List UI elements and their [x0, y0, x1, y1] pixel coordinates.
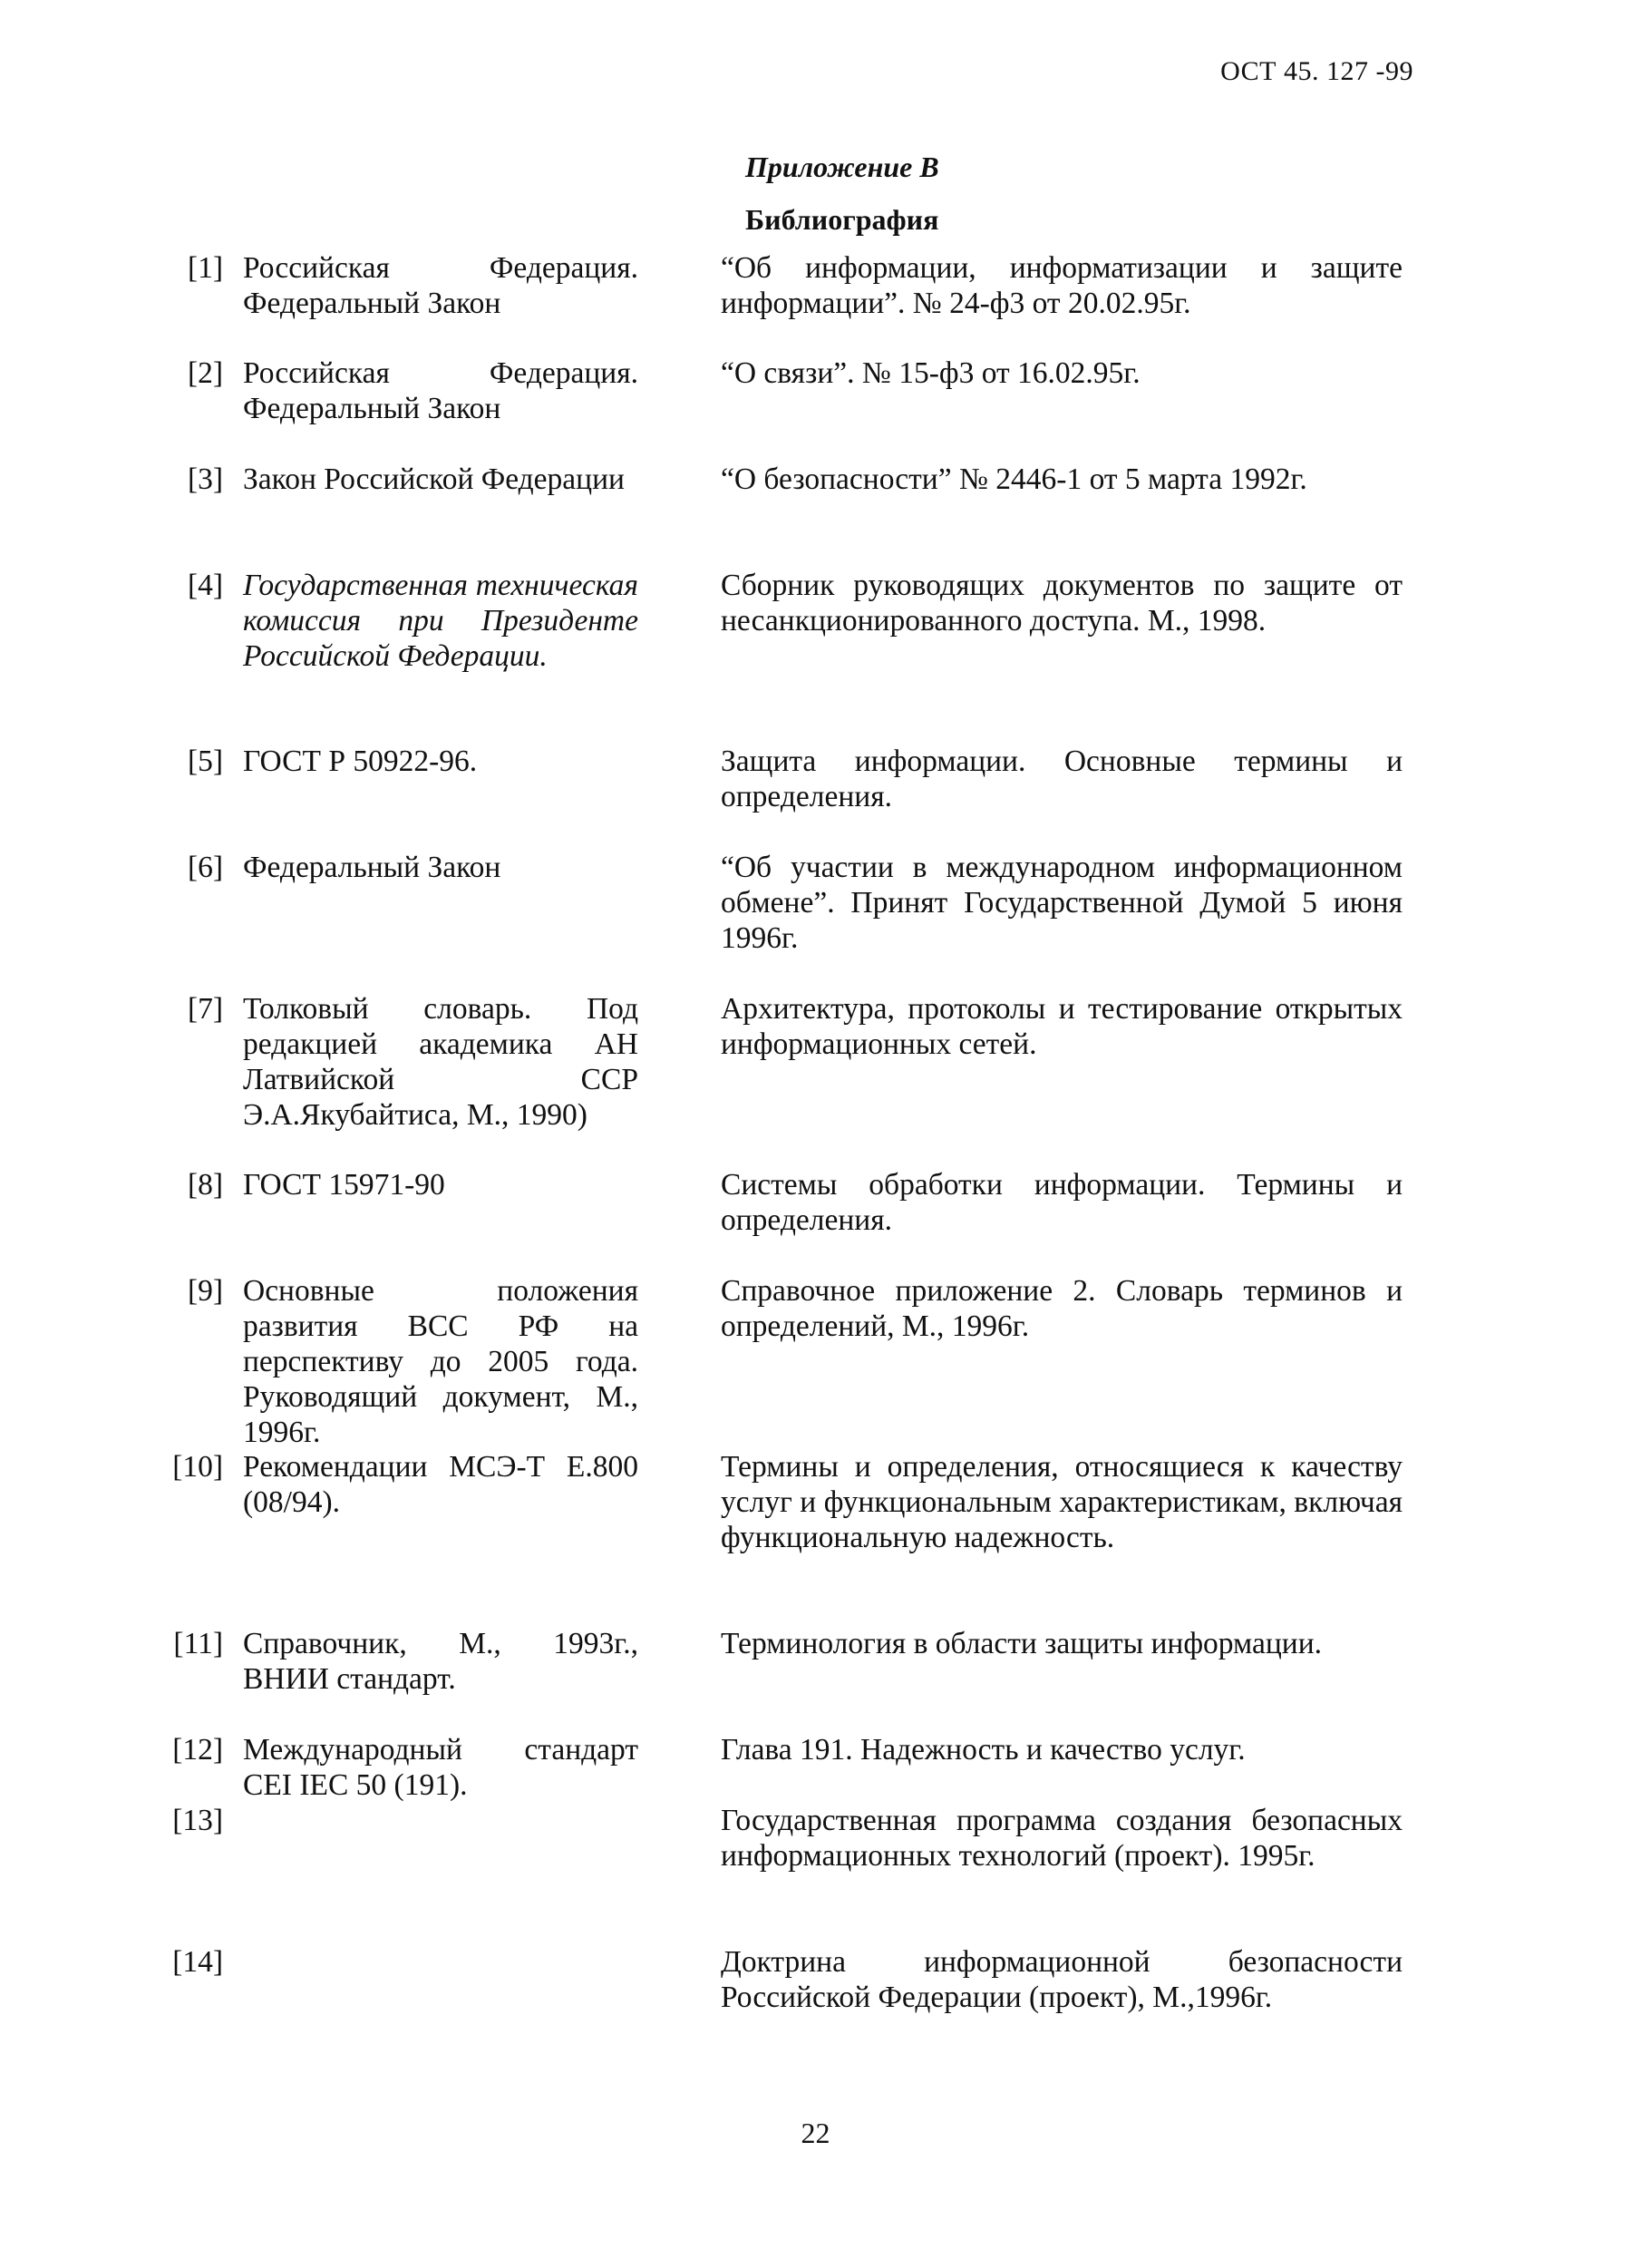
entry-author: ГОСТ Р 50922-96. — [243, 745, 478, 778]
entry-number: [1] — [187, 251, 223, 285]
entry-number: [14] — [172, 1945, 223, 1979]
entry-author: Международный стандарт CEI IEC 50 (191). — [243, 1733, 638, 1802]
entry-number: [9] — [187, 1274, 223, 1308]
entry-title: Системы обработки информации. Термины и определения. — [721, 1168, 1403, 1237]
entry-title: Защита информации. Основные термины и определения. — [721, 745, 1403, 813]
page-number: 22 — [801, 2117, 830, 2149]
entry-number: [8] — [187, 1168, 223, 1202]
document-code: ОСТ 45. 127 -99 — [1220, 56, 1413, 86]
entry-author: Государственная техническая комиссия при Президенте Российской Федерации. — [243, 569, 638, 673]
entry-author: Закон Российской Федерации — [243, 462, 625, 496]
entry-number: [13] — [172, 1804, 223, 1837]
entry-title: Термины и определения, относящиеся к качеству услуг и функциональным характеристикам, включая функциональную надежность. — [721, 1450, 1403, 1554]
entry-number: [10] — [172, 1450, 223, 1484]
entry-title: Терминология в области защиты информации. — [721, 1627, 1323, 1660]
entry-author: Рекомендации МСЭ-Т Е.800 (08/94). — [243, 1450, 638, 1519]
entry-title: “О связи”. № 15-ф3 от 16.02.95г. — [721, 356, 1141, 390]
entry-title: “Об участии в международном информационном обмене”. Принят Государственной Думой 5 июня 1996г. — [721, 851, 1403, 955]
entry-number: [7] — [187, 992, 223, 1026]
entry-number: [3] — [187, 462, 223, 496]
entry-title: Справочное приложение 2. Словарь терминов и определений, М., 1996г. — [721, 1274, 1403, 1343]
entry-author: Российская Федерация. Федеральный Закон — [243, 251, 638, 320]
entry-title: Государственная программа создания безопасных информационных технологий (проект). 1995г. — [721, 1804, 1403, 1873]
entry-title: Архитектура, протоколы и тестирование открытых информационных сетей. — [721, 992, 1403, 1061]
entry-author: ГОСТ 15971-90 — [243, 1168, 445, 1202]
bibliography-heading: Библиография — [745, 203, 939, 236]
entry-title: “О безопасности” № 2446-1 от 5 марта 1992г. — [721, 462, 1307, 496]
entry-title: Сборник руководящих документов по защите от несанкционированного доступа. М., 1998. — [721, 569, 1403, 638]
entry-author: Справочник, М., 1993г., ВНИИ стандарт. — [243, 1627, 638, 1696]
entry-author: Основные положения развития ВСС РФ на перспективу до 2005 года. Руководящий документ, М., 1996г. — [243, 1274, 638, 1449]
entry-author: Российская Федерация. Федеральный Закон — [243, 356, 638, 425]
entry-title: “Об информации, информатизации и защите информации”. № 24-ф3 от 20.02.95г. — [721, 251, 1403, 320]
entry-number: [2] — [187, 356, 223, 390]
entry-title: Доктрина информационной безопасности Российской Федерации (проект), М.,1996г. — [721, 1945, 1403, 2014]
entry-number: [5] — [187, 745, 223, 778]
entry-author: Толковый словарь. Под редакцией академика АН Латвийской ССР Э.А.Якубайтиса, М., 1990) — [243, 992, 638, 1132]
entry-number: [11] — [173, 1627, 223, 1660]
entry-number: [12] — [172, 1733, 223, 1767]
appendix-title: Приложение В — [745, 151, 939, 183]
entry-number: [4] — [187, 569, 223, 602]
entry-author: Федеральный Закон — [243, 851, 501, 884]
entry-number: [6] — [187, 851, 223, 884]
entry-title: Глава 191. Надежность и качество услуг. — [721, 1733, 1246, 1767]
